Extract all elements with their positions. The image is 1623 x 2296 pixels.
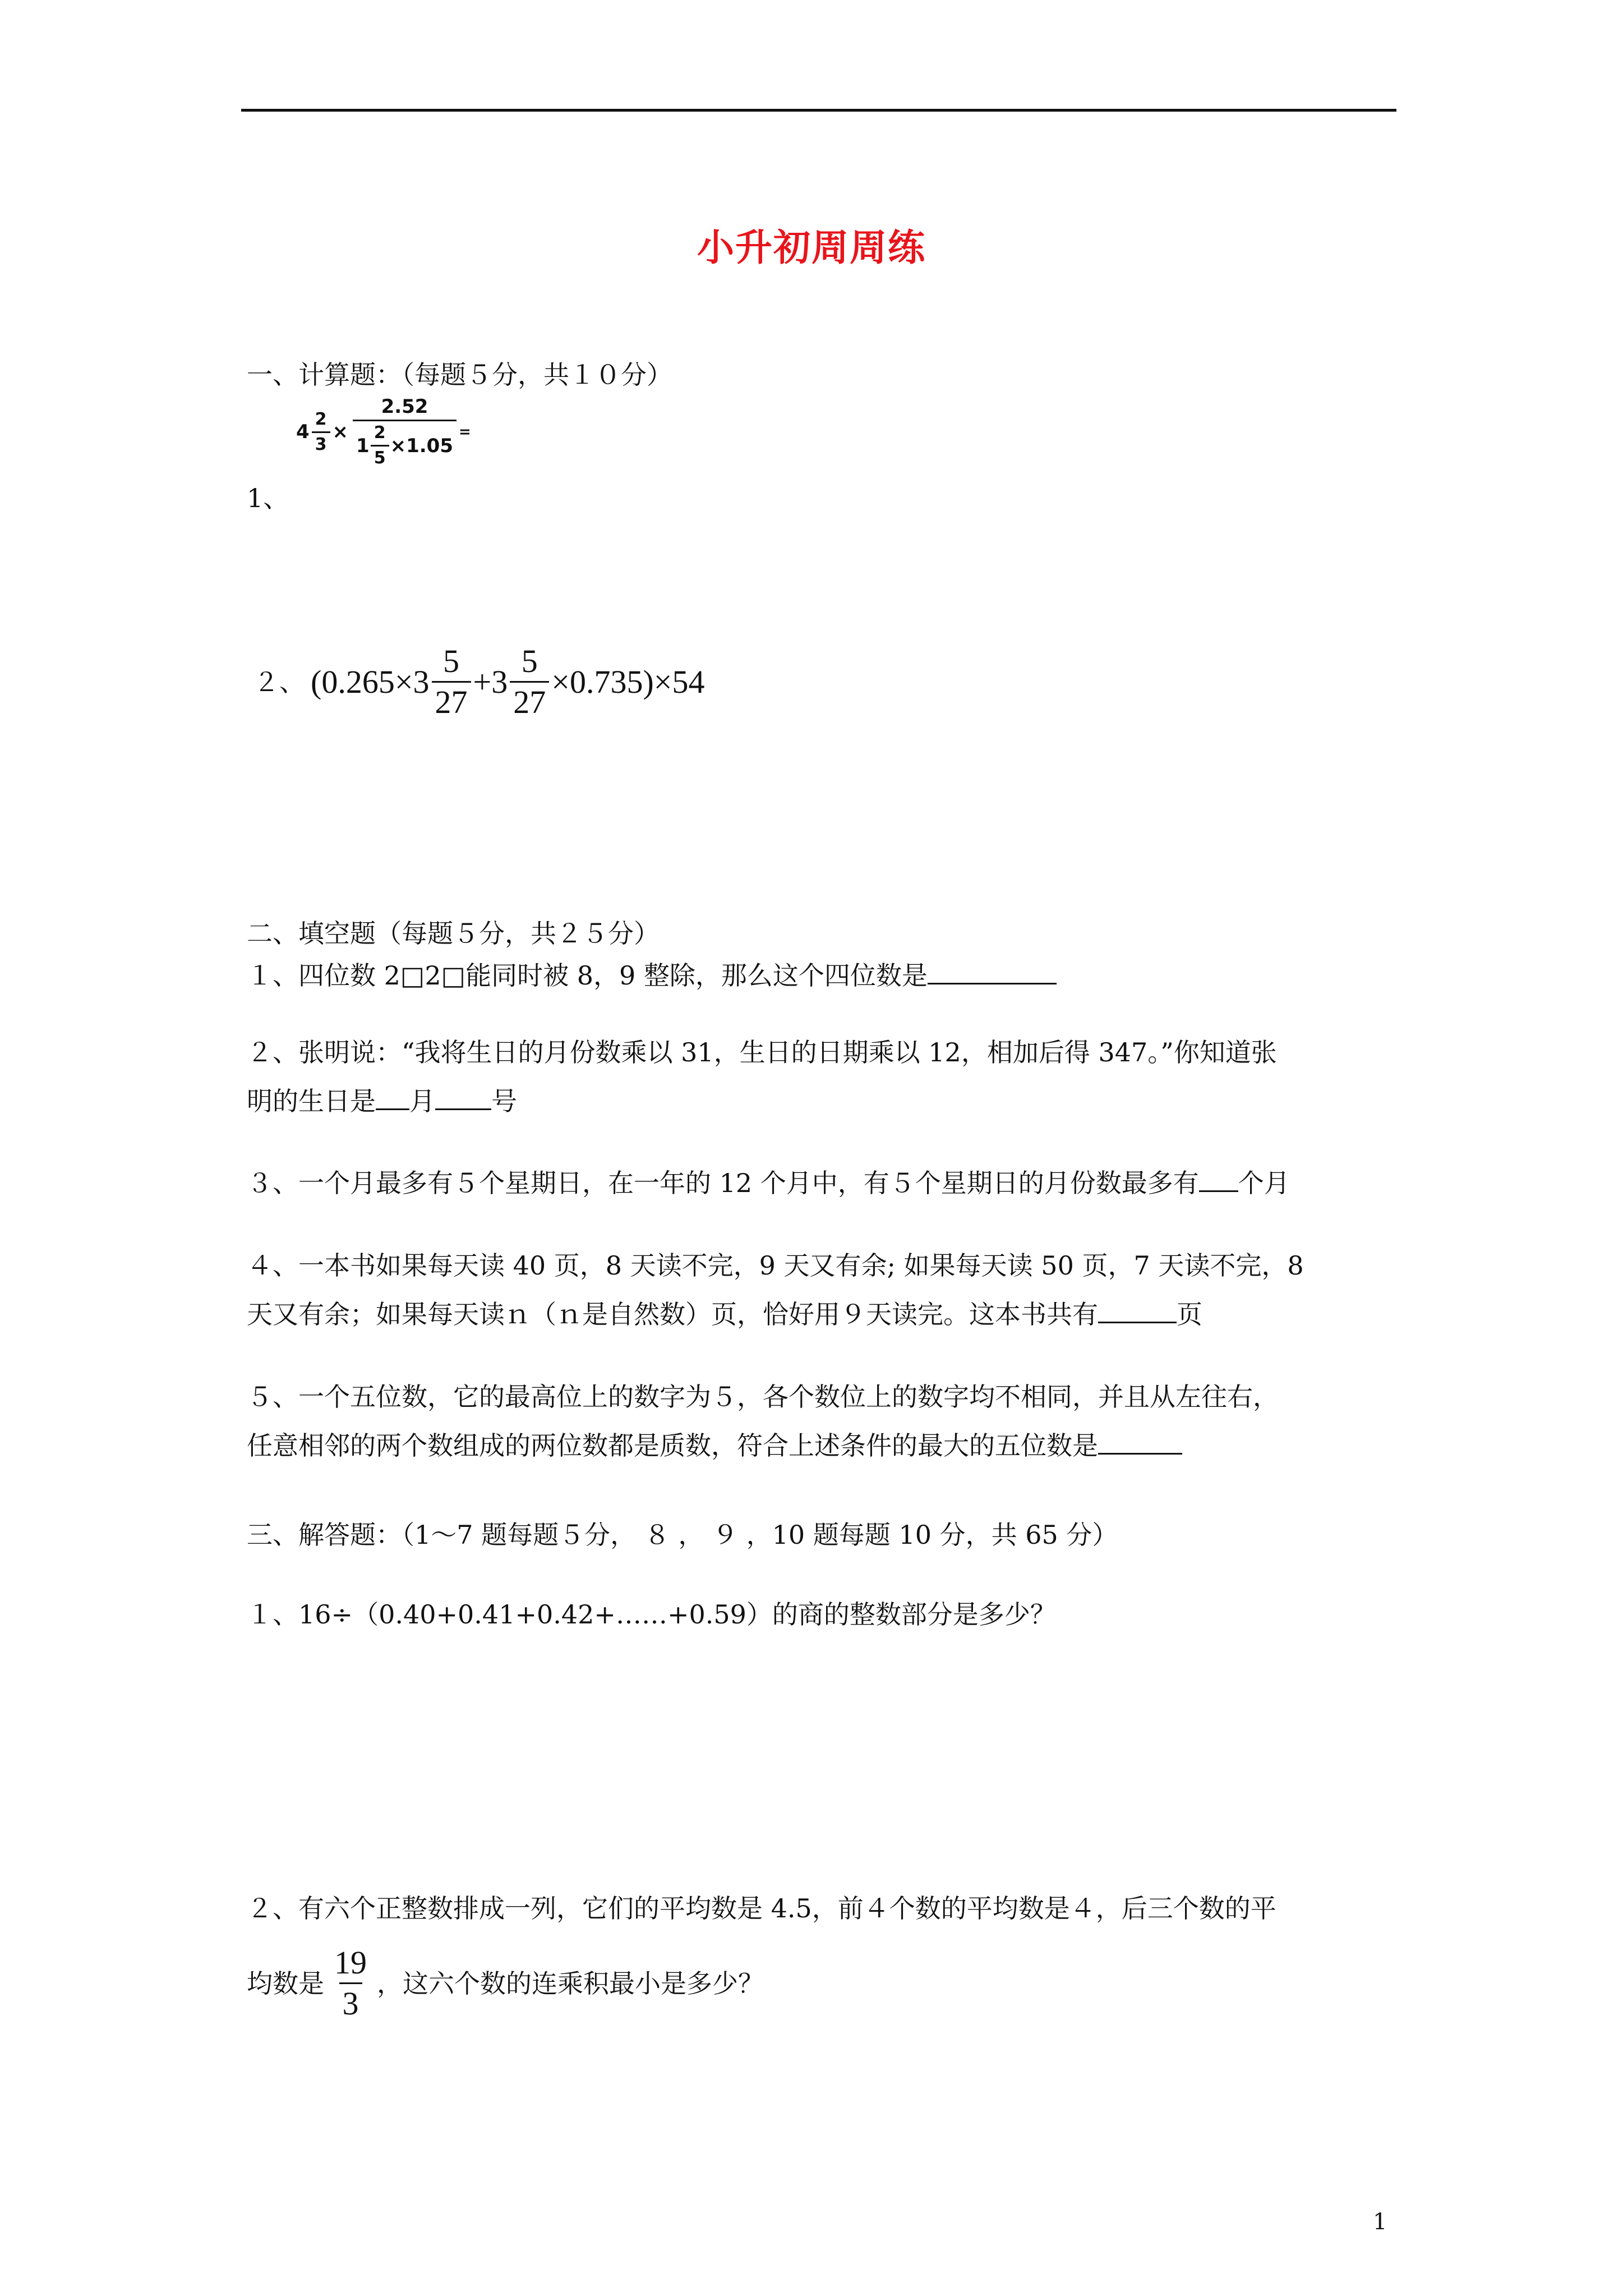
q2-expression — [253, 645, 704, 719]
section2-heading: 二、填空题（每题５分，共２５分） — [247, 918, 660, 949]
q2-fraction-2-num: 5 — [521, 643, 538, 679]
header-rule — [241, 109, 1396, 112]
q1-fraction-den: 3 — [312, 431, 330, 453]
q1-number: 1、 — [247, 483, 289, 513]
q2-fraction-2-den: 27 — [510, 681, 549, 719]
solve-q1: １、16÷（0.40+0.41+0.42+……+0.59）的商的整数部分是多少？ — [247, 1599, 1056, 1630]
solve-q2-suffix: ，这六个数的连乘积最小是多少？ — [377, 1968, 764, 1999]
q2-number: ２、 — [253, 666, 305, 697]
fill-q1-blank — [928, 957, 1057, 984]
solve-q2-fraction — [331, 1944, 370, 2022]
section3-heading: 三、解答题：（1～7 题每题５分， ８ ， ９ ，10 题每题 10 分，共 65 分） — [247, 1520, 1118, 1550]
section1-heading: 一、计算题：（每题５分，共１０分） — [247, 360, 672, 390]
q1-big-fraction — [353, 397, 457, 467]
q2-mid: +3 — [473, 664, 508, 700]
fill-q5-line1: ５、一个五位数，它的最高位上的数字为５，各个数位上的数字均不相同，并且从左往右， — [247, 1382, 1279, 1412]
fill-q4-blank — [1098, 1296, 1177, 1323]
q1-den-fraction-den: 5 — [371, 445, 389, 467]
fill-q3-blank — [1199, 1165, 1238, 1192]
solve-q2-fraction-den: 3 — [339, 1982, 362, 2020]
q2-close: ×0.735)×54 — [551, 664, 705, 700]
fill-q1-text: １、四位数 2□2□能同时被 8，9 整除，那么这个四位数是 — [247, 960, 928, 991]
fill-q3-text: ３、一个月最多有５个星期日，在一年的 12 个月中，有５个星期日的月份数最多有 — [247, 1168, 1199, 1198]
fill-q4-line2 — [247, 1296, 1202, 1331]
q1-fraction — [312, 411, 330, 453]
q1-denominator — [353, 420, 457, 467]
fill-q2-text-b: 月 — [409, 1086, 435, 1116]
fill-q2-line1: ２、张明说：“我将生日的月份数乘以 31，生日的日期乘以 12，相加后得 347。”你知道张 — [247, 1037, 1277, 1068]
page-title: 小升初周周练 — [697, 226, 926, 269]
fill-q3 — [247, 1165, 1290, 1200]
fill-q3-end: 个月 — [1238, 1168, 1290, 1198]
solve-q2-fraction-num: 19 — [334, 1944, 367, 1981]
q1-whole: 4 — [296, 421, 310, 443]
fill-q2-text-c: 号 — [491, 1086, 517, 1116]
fill-q2-blank-day — [435, 1083, 491, 1110]
q1-times: × — [332, 421, 349, 443]
q2-fraction-1 — [432, 645, 471, 719]
fill-q4-end: 页 — [1177, 1299, 1202, 1329]
q1-den-fraction-num: 2 — [374, 423, 386, 443]
fill-q5-blank — [1098, 1427, 1182, 1455]
page-number: 1 — [1373, 2209, 1387, 2235]
fill-q2-line2 — [247, 1083, 517, 1118]
q1-den-fraction — [371, 425, 389, 467]
fill-q1 — [247, 957, 1057, 992]
q1-expression — [296, 397, 471, 467]
fill-q5-line2 — [247, 1427, 1182, 1462]
q1-den-rest: ×1.05 — [390, 434, 453, 457]
solve-q2-prefix: 均数是 — [247, 1968, 324, 1999]
q2-fraction-1-den: 27 — [432, 681, 471, 719]
solve-q2-line2 — [247, 1944, 764, 2022]
q2-open: (0.265×3 — [311, 664, 430, 700]
fill-q4-line1: ４、一本书如果每天读 40 页，8 天读不完，9 天又有余; 如果每天读 50 页，7 天读不完，8 — [247, 1250, 1304, 1281]
fill-q2-text-a: 明的生日是 — [247, 1086, 376, 1116]
q1-fraction-num: 2 — [315, 409, 327, 429]
q1-numerator: 2.52 — [381, 395, 428, 418]
q2-fraction-1-num: 5 — [443, 643, 460, 679]
q1-equals: = — [458, 424, 471, 440]
solve-q2-line1: ２、有六个正整数排成一列，它们的平均数是 4.5，前４个数的平均数是４，后三个数的平 — [247, 1893, 1276, 1924]
q1-den-whole: 1 — [356, 434, 370, 457]
fill-q4-text: 天又有余；如果每天读ｎ（ｎ是自然数）页，恰好用９天读完。这本书共有 — [247, 1299, 1098, 1329]
fill-q2-blank-month — [376, 1083, 409, 1110]
q2-fraction-2 — [510, 645, 549, 719]
fill-q5-text: 任意相邻的两个数组成的两位数都是质数，符合上述条件的最大的五位数是 — [247, 1430, 1098, 1461]
